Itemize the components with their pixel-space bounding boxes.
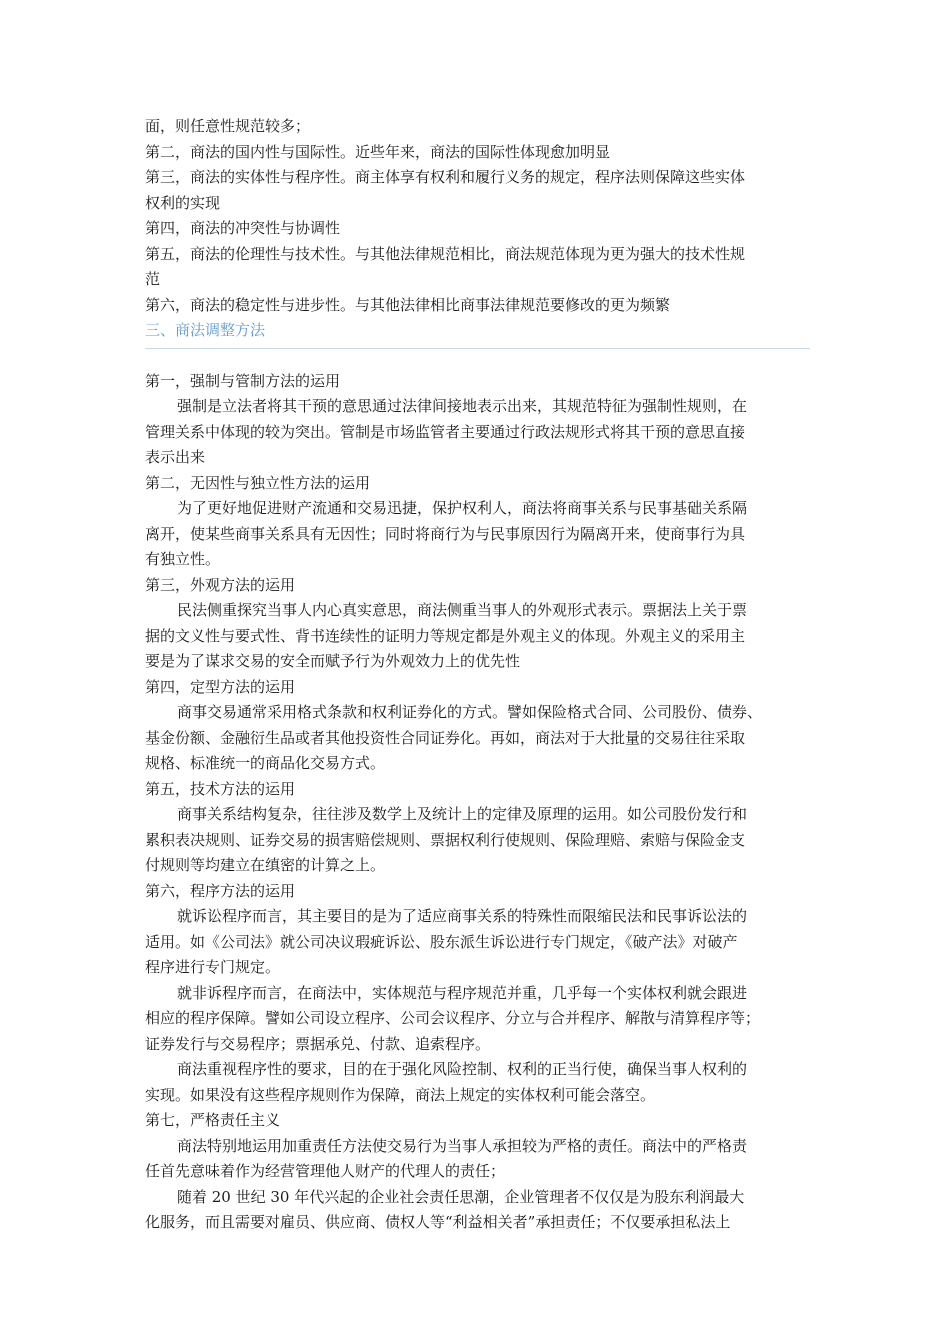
text-line: 第六，商法的稳定性与进步性。与其他法律相比商事法律规范要修改的更为频繁 xyxy=(145,295,671,314)
text-line: 强制是立法者将其干预的意思通过法律间接地表示出来，其规范特征为强制性规则，在 xyxy=(177,397,748,415)
text-line: 证券发行与交易程序；票据承兑、付款、追索程序。 xyxy=(145,1034,491,1053)
text-line: 就诉讼程序而言，其主要目的是为了适应商事关系的特殊性而限缩民法和民事诉讼法的 xyxy=(177,907,748,925)
text-line: 有独立性。 xyxy=(145,550,221,568)
text-line: 相应的程序保障。譬如公司设立程序、公司会议程序、分立与合并程序、解散与清算程序等； xyxy=(145,1009,761,1027)
text-line: 基金份额、金融衍生品或者其他投资性合同证券化。再如，商法对于大批量的交易往往采取 xyxy=(145,728,746,747)
text-line: 第五，商法的伦理性与技术性。与其他法律规范相比，商法规范体现为更为强大的技术性规 xyxy=(145,244,746,263)
text-line: 第六，程序方法的运用 xyxy=(145,881,296,900)
text-line: 面，则任意性规范较多； xyxy=(145,117,311,135)
text-line: 第二，商法的国内性与国际性。近些年来，商法的国际性体现愈加明显 xyxy=(145,142,611,161)
text-line: 第二，无因性与独立性方法的运用 xyxy=(145,473,371,492)
document-body xyxy=(145,114,810,1236)
text-line: 第四，定型方法的运用 xyxy=(145,677,296,696)
section-heading: 三、商法调整方法 xyxy=(145,318,810,349)
text-line: 表示出来 xyxy=(145,448,206,466)
text-line: 实现。如果没有这些程序规则作为保障，商法上规定的实体权利可能会落空。 xyxy=(145,1085,656,1104)
text-line: 就非诉程序而言，在商法中，实体规范与程序规范并重，几乎每一个实体权利就会跟进 xyxy=(177,983,748,1002)
text-line: 商法特别地运用加重责任方法使交易行为当事人承担较为严格的责任。商法中的严格责 xyxy=(177,1136,748,1155)
text-line: 第三，外观方法的运用 xyxy=(145,575,296,594)
text-line: 第一，强制与管制方法的运用 xyxy=(145,371,341,390)
text-line: 要是为了谋求交易的安全而赋予行为外观效力上的优先性 xyxy=(145,652,521,670)
text-line: 管理关系中体现的较为突出。管制是市场监管者主要通过行政法规形式将其干预的意思直接 xyxy=(145,422,746,441)
text-line: 适用。如《公司法》就公司决议瑕疵诉讼、股东派生诉讼进行专门规定，《破产法》对破产 xyxy=(145,932,738,951)
text-line: 商事交易通常采用格式条款和权利证券化的方式。譬如保险格式合同、公司股份、债券、 xyxy=(177,703,763,721)
text-line: 随着 20 世纪 30 年代兴起的企业社会责任思潮，企业管理者不仅仅是为股东利润最大 xyxy=(177,1187,745,1206)
text-line: 民法侧重探究当事人内心真实意思，商法侧重当事人的外观形式表示。票据法上关于票 xyxy=(177,601,748,619)
text-line: 第三，商法的实体性与程序性。商主体享有权利和履行义务的规定，程序法则保障这些实体 xyxy=(145,168,746,186)
text-line: 离开，使某些商事关系具有无因性；同时将商行为与民事原因行为隔离开来，使商事行为具 xyxy=(145,524,746,543)
text-line: 付规则等均建立在缜密的计算之上。 xyxy=(145,856,386,874)
text-line: 为了更好地促进财产流通和交易迅捷，保护权利人，商法将商事关系与民事基础关系隔 xyxy=(177,499,748,517)
text-line: 累积表决规则、证券交易的损害赔偿规则、票据权利行使规则、保险理赔、索赔与保险金支 xyxy=(145,830,746,849)
text-line: 范 xyxy=(145,270,161,288)
text-line: 商法重视程序性的要求，目的在于强化风险控制、权利的正当行使，确保当事人权利的 xyxy=(177,1060,748,1078)
text-line: 任首先意味着作为经营管理他人财产的代理人的责任； xyxy=(145,1162,506,1180)
text-line: 第五，技术方法的运用 xyxy=(145,779,296,798)
text-line: 权利的实现 xyxy=(145,193,221,212)
text-line: 程序进行专门规定。 xyxy=(145,958,281,976)
text-line: 商事关系结构复杂，往往涉及数学上及统计上的定律及原理的运用。如公司股份发行和 xyxy=(177,805,748,823)
text-line: 化服务，而且需要对雇员、供应商、债权人等“利益相关者”承担责任；不仅要承担私法上 xyxy=(145,1213,731,1231)
text-line: 第四，商法的冲突性与协调性 xyxy=(145,219,341,237)
text-line: 据的文义性与要式性、背书连续性的证明力等规定都是外观主义的体现。外观主义的采用主 xyxy=(145,626,746,645)
text-line: 规格、标准统一的商品化交易方式。 xyxy=(145,754,386,772)
text-line: 第七，严格责任主义 xyxy=(145,1111,281,1129)
